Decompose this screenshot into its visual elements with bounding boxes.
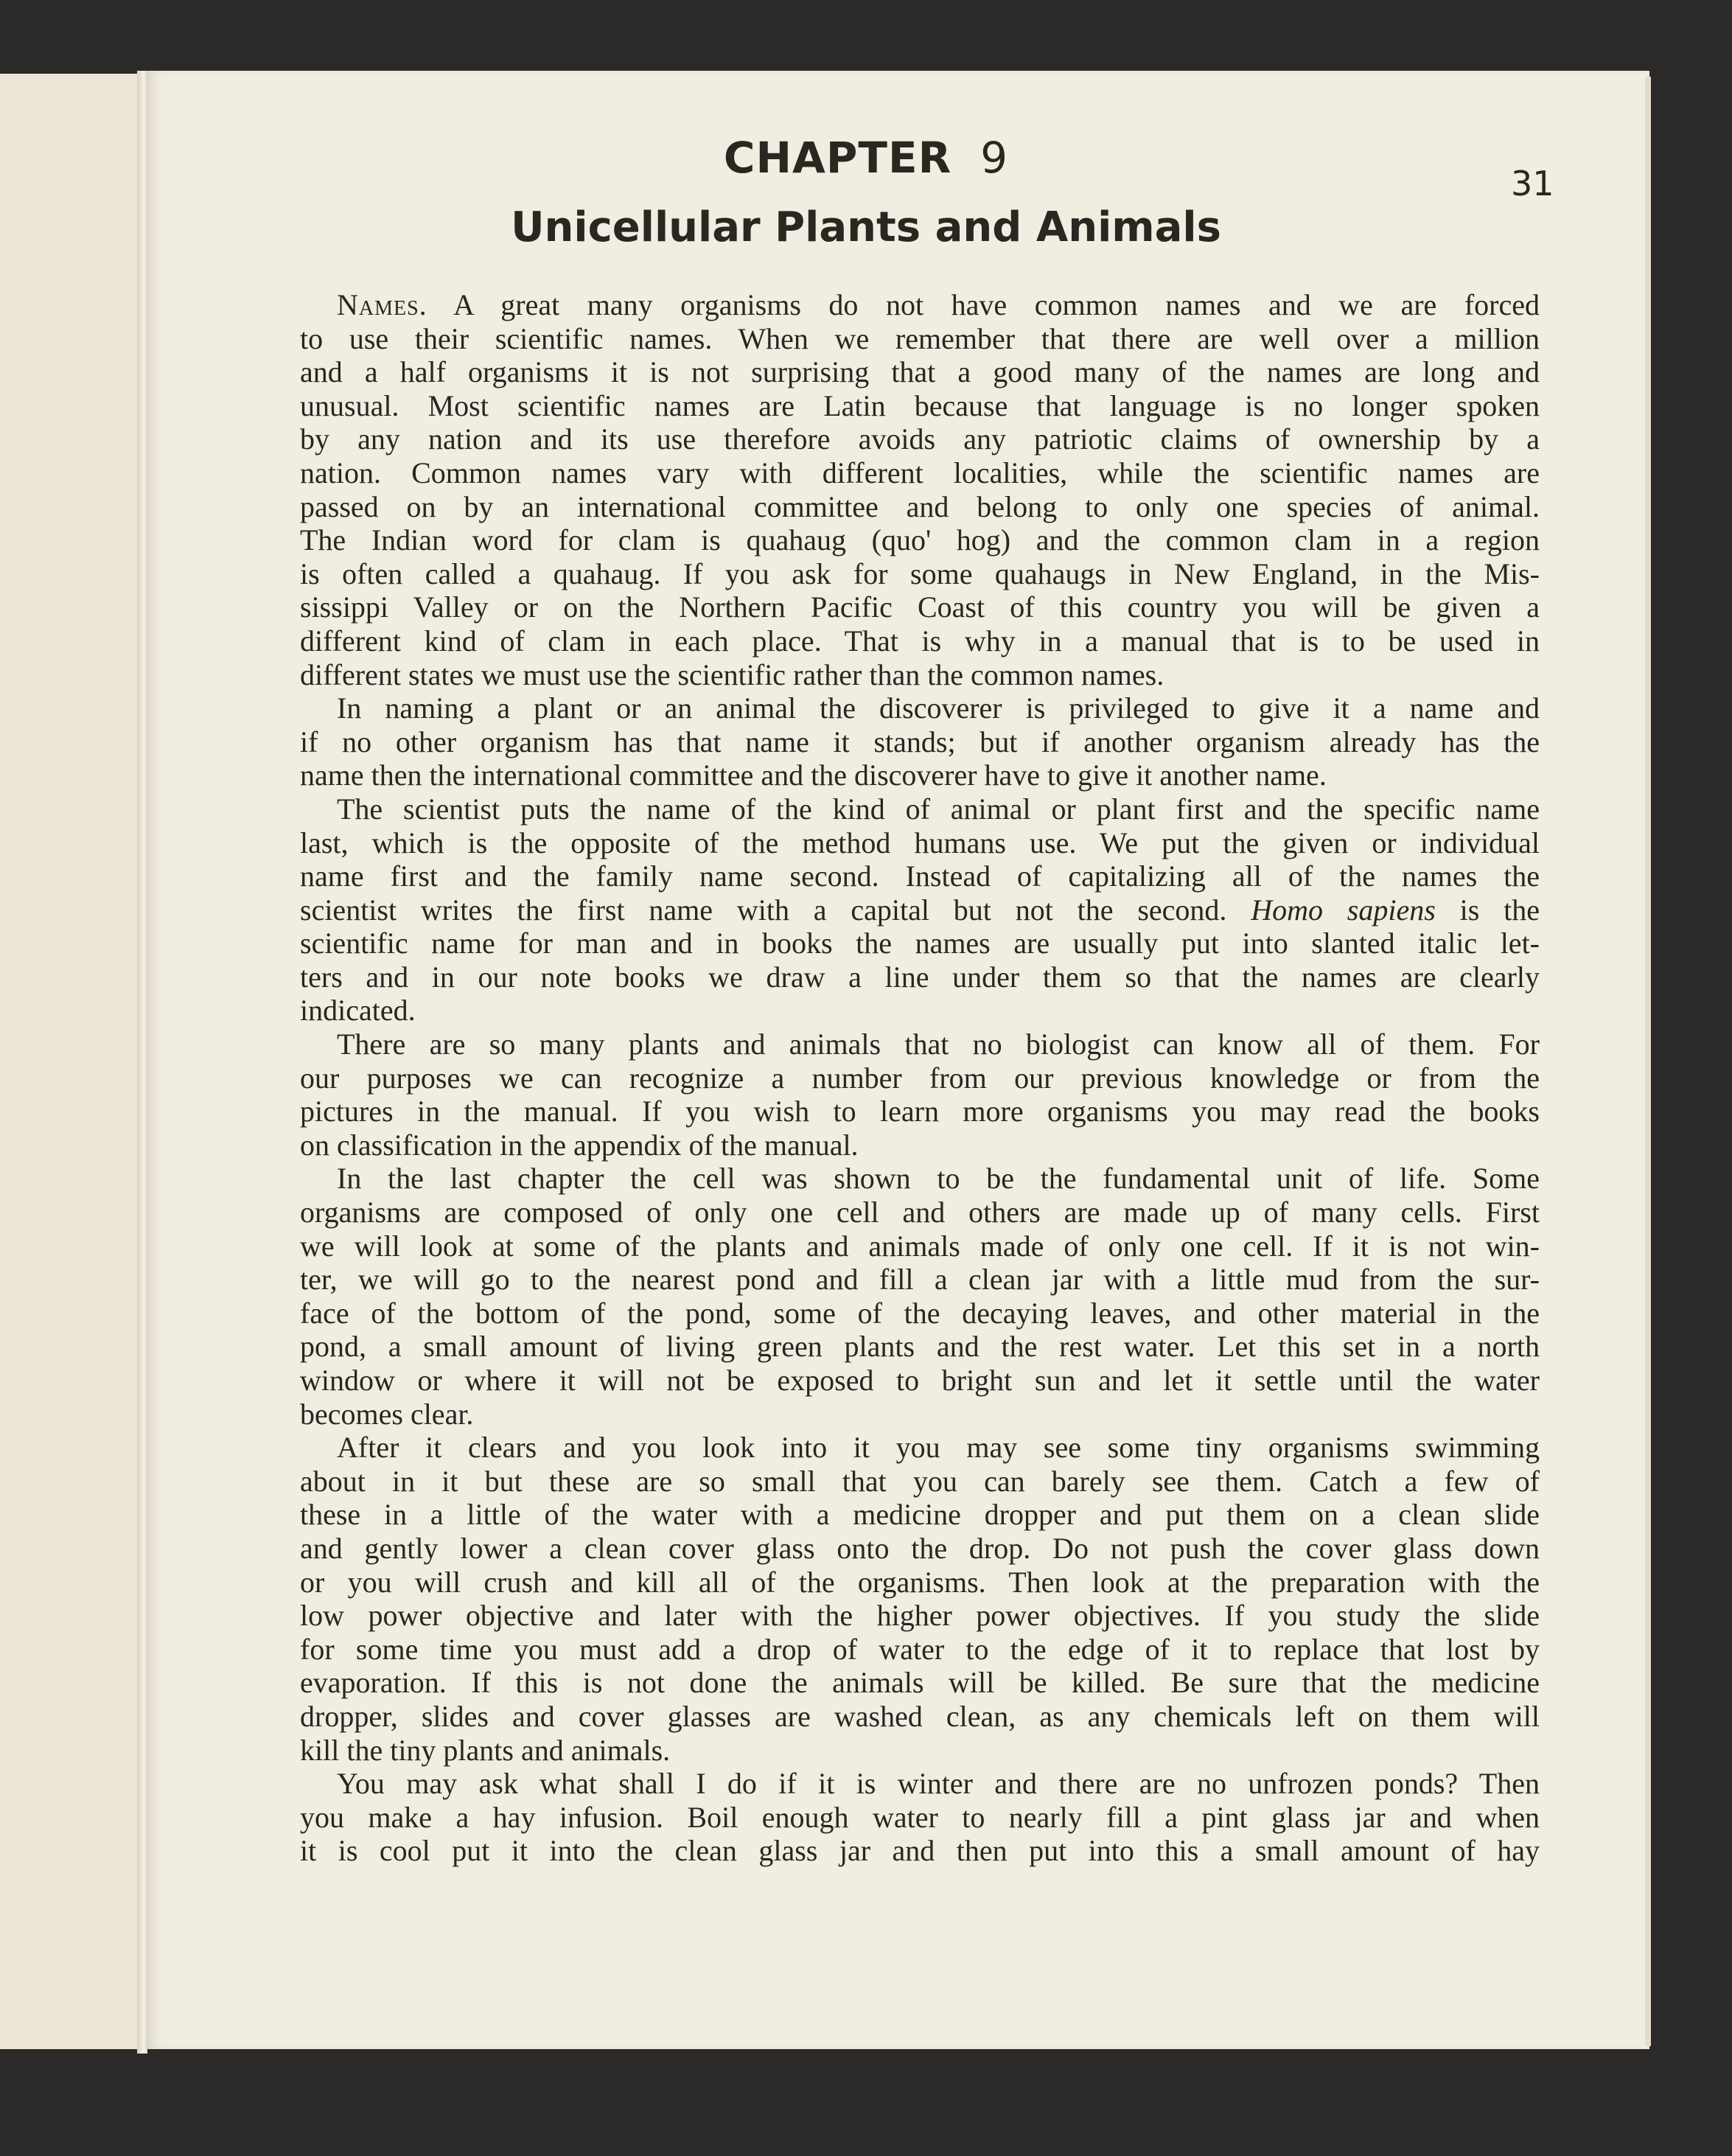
text-line bbox=[300, 1431, 1540, 1465]
line-text: pictures in the manual. If you wish to learn more organisms you may read the books bbox=[300, 1095, 1540, 1128]
line-text: In naming a plant or an animal the discoverer is privileged to give it a name and bbox=[337, 691, 1540, 725]
chapter-word: CHAPTER bbox=[723, 133, 952, 183]
text-line bbox=[300, 1801, 1540, 1835]
line-text: The Indian word for clam is quahaug (quo' hog) and the common clam in a region bbox=[300, 523, 1540, 557]
text-line bbox=[300, 590, 1540, 624]
text-line bbox=[300, 355, 1540, 389]
line-text: evaporation. If this is not done the animals will be killed. Be sure that the medicine bbox=[300, 1666, 1540, 1700]
text-line bbox=[300, 1498, 1540, 1532]
line-text: The scientist puts the name of the kind of animal or plant first and the specific name bbox=[337, 792, 1540, 826]
text-line bbox=[300, 1532, 1540, 1566]
text-line bbox=[300, 288, 1540, 322]
text-line bbox=[300, 1128, 1540, 1162]
line-text: these in a little of the water with a medicine dropper and put them on a clean slide bbox=[300, 1498, 1540, 1532]
paragraph bbox=[300, 792, 1540, 1028]
text-line bbox=[300, 1734, 1540, 1768]
line-text: scientific name for man and in books the names are usually put into slanted italic let- bbox=[300, 927, 1540, 960]
line-text: different kind of clam in each place. That is why in a manual that is to be used in bbox=[300, 624, 1540, 657]
text-line bbox=[300, 389, 1540, 423]
text-line bbox=[300, 1767, 1540, 1801]
text-line bbox=[300, 1834, 1540, 1868]
line-text: You may ask what shall I do if it is winter and there are no unfrozen ponds? Then bbox=[337, 1767, 1540, 1801]
line-text: our purposes we can recognize a number from our previous knowledge or from the bbox=[300, 1061, 1540, 1095]
paragraph bbox=[300, 288, 1540, 691]
text-line bbox=[300, 1633, 1540, 1667]
line-text: sissippi Valley or on the Northern Pacific Coast of this country you will be given a bbox=[300, 590, 1540, 624]
text-line bbox=[300, 1364, 1540, 1398]
line-text: becomes clear. bbox=[300, 1397, 474, 1431]
text-line bbox=[300, 1666, 1540, 1700]
line-text: indicated. bbox=[300, 994, 416, 1028]
text-line bbox=[300, 758, 1540, 792]
text-line bbox=[300, 1263, 1540, 1297]
text-line bbox=[300, 1330, 1540, 1364]
line-text: last, which is the opposite of the method humans use. We put the given or individual bbox=[300, 826, 1540, 859]
line-text: In the last chapter the cell was shown to be the fundamental unit of life. Some bbox=[337, 1162, 1540, 1196]
line-text: scientist writes the first name with a capital but not the second. bbox=[300, 893, 1251, 927]
line-text: window or where it will not be exposed to bright sun and let it settle until the water bbox=[300, 1364, 1540, 1397]
text-line bbox=[300, 1229, 1540, 1263]
text-line bbox=[300, 456, 1540, 490]
chapter-heading bbox=[0, 133, 1732, 183]
line-text: nation. Common names vary with different localities, while the scientific names are bbox=[300, 456, 1540, 489]
text-line bbox=[300, 1398, 1540, 1431]
line-text: and a half organisms it is not surprising that a good many of the names are long and bbox=[300, 355, 1540, 389]
chapter-number: 9 bbox=[980, 133, 1009, 183]
line-text: and gently lower a clean cover glass onto the drop. Do not push the cover glass down bbox=[300, 1531, 1540, 1565]
line-text: passed on by an international committee and belong to only one species of animal. bbox=[300, 489, 1540, 523]
text-line bbox=[300, 1700, 1540, 1734]
text-line bbox=[300, 1297, 1540, 1330]
text-line bbox=[300, 1599, 1540, 1633]
line-text: you make a hay infusion. Boil enough water to nearly fill a pint glass jar and when bbox=[300, 1800, 1540, 1834]
text-line bbox=[300, 725, 1540, 759]
line-text: or you will crush and kill all of the organisms. Then look at the preparation with the bbox=[300, 1565, 1540, 1599]
line-text: face of the bottom of the pond, some of the decaying leaves, and other material in the bbox=[300, 1296, 1540, 1330]
line-text: unusual. Most scientific names are Latin because that language is no longer spoken bbox=[300, 388, 1540, 422]
line-text: we will look at some of the plants and animals made of only one cell. If it is not win- bbox=[300, 1229, 1540, 1263]
text-line bbox=[300, 994, 1540, 1028]
paragraph-lead: Names. bbox=[337, 288, 427, 321]
text-line bbox=[300, 1061, 1540, 1095]
text-line bbox=[300, 859, 1540, 893]
text-line bbox=[300, 1028, 1540, 1061]
line-text: low power objective and later with the higher power objectives. If you study the slide bbox=[300, 1599, 1540, 1633]
text-line bbox=[300, 826, 1540, 860]
body-text bbox=[300, 288, 1540, 1868]
line-text: by any nation and its use therefore avoids any patriotic claims of ownership by a bbox=[300, 422, 1540, 456]
line-text: about in it but these are so small that you can barely see them. Catch a few of bbox=[300, 1464, 1540, 1498]
text-line bbox=[300, 1196, 1540, 1229]
page-edge bbox=[1645, 77, 1651, 2046]
chapter-title: Unicellular Plants and Animals bbox=[511, 203, 1221, 251]
paragraph bbox=[300, 691, 1540, 792]
text-line bbox=[300, 1566, 1540, 1599]
paragraph bbox=[300, 1431, 1540, 1767]
line-text: After it clears and you look into it you may see some tiny organisms swimming bbox=[337, 1431, 1540, 1465]
text-line bbox=[300, 1465, 1540, 1499]
line-text: A great many organisms do not have common names and we are forced bbox=[427, 288, 1540, 321]
line-text: on classification in the appendix of the manual. bbox=[300, 1128, 859, 1162]
text-line bbox=[300, 893, 1540, 927]
text-line bbox=[300, 557, 1540, 591]
line-text: if no other organism has that name it stands; but if another organism already has the bbox=[300, 725, 1540, 758]
left-page-edge bbox=[0, 74, 144, 2049]
line-text: is often called a quahaug. If you ask for some quahaugs in New England, in the Mis- bbox=[300, 557, 1540, 590]
line-text: is the bbox=[1435, 893, 1540, 927]
line-text: ter, we will go to the nearest pond and fill a clean jar with a little mud from the sur- bbox=[300, 1263, 1540, 1297]
text-line bbox=[300, 691, 1540, 725]
line-text: There are so many plants and animals that no biologist can know all of them. For bbox=[337, 1028, 1540, 1061]
italic-term: Homo sapiens bbox=[1251, 893, 1436, 927]
line-text: name then the international committee and the discoverer have to give it another name. bbox=[300, 758, 1327, 792]
line-text: name first and the family name second. Instead of capitalizing all of the names the bbox=[300, 859, 1540, 893]
line-text: it is cool put it into the clean glass jar and then put into this a small amount of hay bbox=[300, 1834, 1540, 1868]
line-text: for some time you must add a drop of water to the edge of it to replace that lost by bbox=[300, 1632, 1540, 1666]
text-line bbox=[300, 1162, 1540, 1196]
text-line bbox=[300, 960, 1540, 994]
page-number: 31 bbox=[1511, 164, 1554, 203]
text-line bbox=[300, 927, 1540, 960]
text-line bbox=[300, 322, 1540, 356]
line-text: to use their scientific names. When we remember that there are well over a million bbox=[300, 321, 1540, 355]
text-line bbox=[300, 624, 1540, 658]
paragraph bbox=[300, 1028, 1540, 1162]
text-line bbox=[300, 792, 1540, 826]
line-text: organisms are composed of only one cell and others are made up of many cells. First bbox=[300, 1196, 1540, 1229]
text-line bbox=[300, 1095, 1540, 1128]
text-line bbox=[300, 422, 1540, 456]
text-line bbox=[300, 490, 1540, 524]
line-text: ters and in our note books we draw a line under them so that the names are clearly bbox=[300, 960, 1540, 994]
text-line bbox=[300, 658, 1540, 692]
line-text: kill the tiny plants and animals. bbox=[300, 1733, 671, 1767]
paragraph bbox=[300, 1767, 1540, 1868]
line-text: pond, a small amount of living green plants and the rest water. Let this set in a north bbox=[300, 1330, 1540, 1364]
text-line bbox=[300, 523, 1540, 557]
paragraph bbox=[300, 1162, 1540, 1431]
line-text: different states we must use the scientific rather than the common names. bbox=[300, 657, 1164, 691]
line-text: dropper, slides and cover glasses are washed clean, as any chemicals left on them will bbox=[300, 1699, 1540, 1733]
